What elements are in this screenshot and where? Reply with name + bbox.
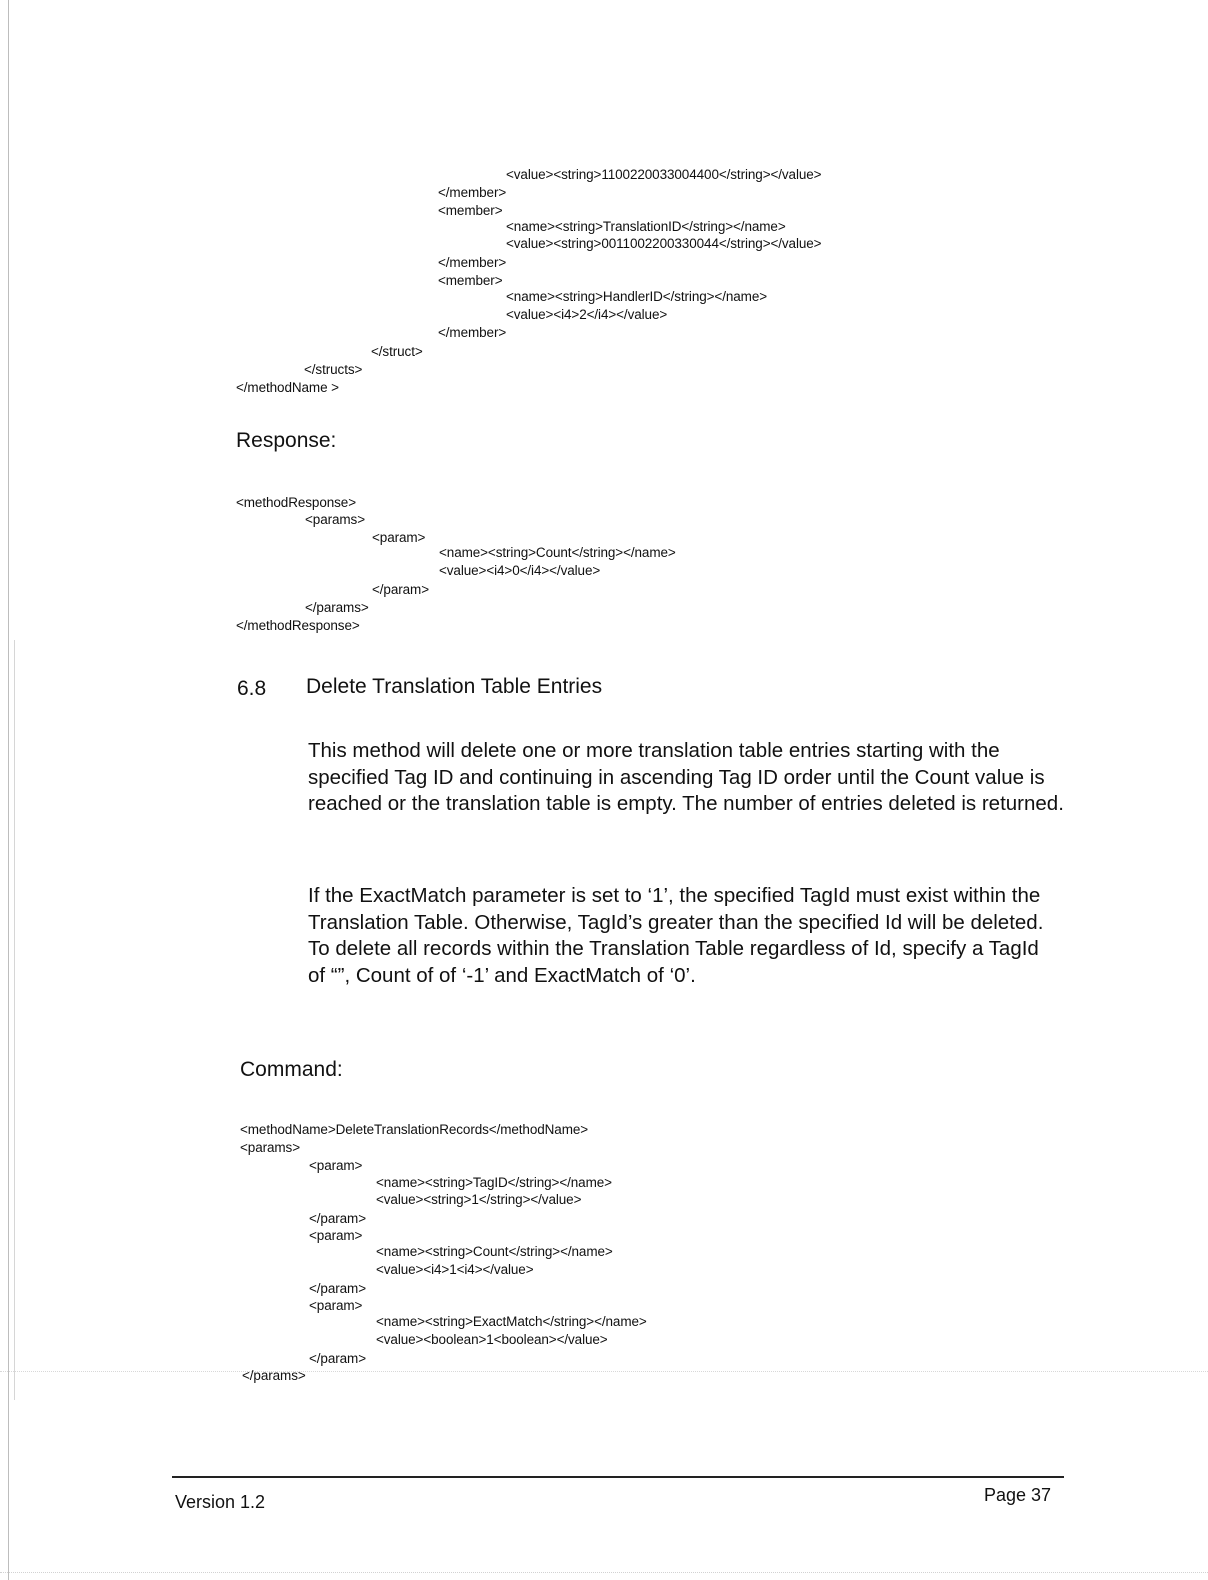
code-line: </methodName >: [236, 380, 339, 395]
code-line: <name><string>Count</string></name>: [376, 1244, 613, 1259]
code-line: <member>: [438, 273, 503, 288]
scan-edge: [8, 0, 9, 1580]
code-line: </member>: [438, 255, 507, 270]
code-line: <name><string>ExactMatch</string></name>: [376, 1314, 647, 1329]
code-line: <name><string>TagID</string></name>: [376, 1175, 612, 1190]
code-line: <param>: [309, 1158, 363, 1173]
command-label: Command:: [240, 1058, 343, 1081]
code-line: </methodResponse>: [236, 618, 360, 633]
section-title: Delete Translation Table Entries: [306, 675, 603, 698]
code-line: <value><i4>2</i4></value>: [506, 307, 668, 322]
code-line: <member>: [438, 203, 503, 218]
footer-version: Version 1.2: [175, 1492, 266, 1512]
code-line: </params>: [305, 600, 369, 615]
scan-edge: [14, 640, 15, 1400]
footer-rule: [172, 1476, 1064, 1478]
code-line: <params>: [240, 1140, 300, 1155]
response-label: Response:: [236, 429, 337, 452]
scan-artifact-line: [0, 1371, 1208, 1372]
code-line: </param>: [372, 582, 429, 597]
code-line: </member>: [438, 325, 507, 340]
code-line: </param>: [309, 1211, 366, 1226]
code-line: </params>: [242, 1368, 306, 1383]
code-line: </member>: [438, 185, 507, 200]
code-line: <name><string>HandlerID</string></name>: [506, 289, 768, 304]
code-line: </param>: [309, 1281, 366, 1296]
scan-artifact-line: [0, 1572, 1208, 1573]
code-line: <methodName>DeleteTranslationRecords</methodName>: [240, 1122, 589, 1137]
code-line: <value><string>0011002200330044</string></value>: [506, 236, 822, 251]
section-paragraph-1: This method will delete one or more translation table entries starting with the specified Tag ID and continuing in ascending Tag ID order until the Count value is reached or the translation table is empty. The number of entries deleted is returned.: [308, 739, 1064, 815]
code-line: <methodResponse>: [236, 495, 356, 510]
code-line: <name><string>TranslationID</string></name>: [506, 219, 786, 234]
code-line: <value><i4>1<i4></value>: [376, 1262, 534, 1277]
code-line: <value><i4>0</i4></value>: [439, 563, 601, 578]
code-line: <value><string>1</string></value>: [376, 1192, 582, 1207]
section-number: 6.8: [237, 677, 267, 700]
code-line: <value><string>1100220033004400</string></value>: [506, 167, 822, 182]
code-line: </structs>: [304, 362, 363, 377]
code-line: <name><string>Count</string></name>: [439, 545, 676, 560]
section-paragraph-2: If the ExactMatch parameter is set to ‘1’, the specified TagId must exist within the Translation Table. Otherwise, TagId’s greater than the specified Id will be deleted. To delete all records within the Translation Table regardless of Id, specify a TagId of “”, Count of of ‘-1’ and ExactMatch of ‘0’.: [308, 884, 1044, 987]
code-line: </struct>: [371, 344, 423, 359]
code-line: </param>: [309, 1351, 366, 1366]
footer-page-number: Page 37: [984, 1485, 1052, 1505]
code-line: <param>: [309, 1298, 363, 1313]
code-line: <value><boolean>1<boolean></value>: [376, 1332, 608, 1347]
code-line: <param>: [372, 530, 426, 545]
code-line: <params>: [305, 512, 365, 527]
code-line: <param>: [309, 1228, 363, 1243]
